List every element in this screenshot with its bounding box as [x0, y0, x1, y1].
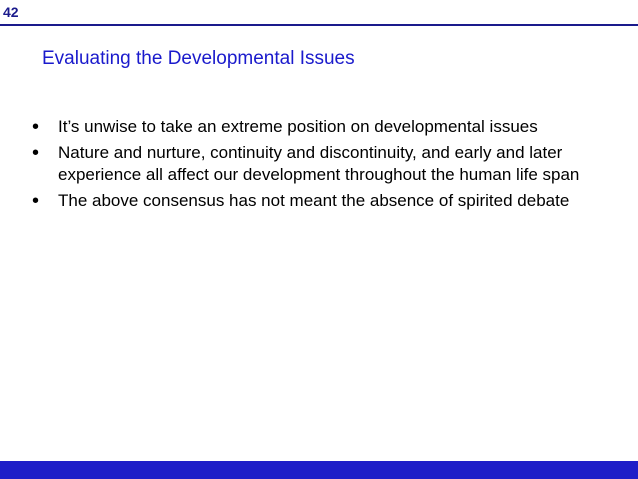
bullet-icon: •: [32, 190, 40, 212]
bullet-icon: •: [32, 142, 40, 164]
bullet-item: [32, 190, 612, 212]
bullet-text: The above consensus has not meant the absence of spirited debate: [58, 191, 570, 210]
bullet-item: [32, 142, 612, 186]
footer-bar: [0, 461, 638, 479]
bullet-icon: •: [32, 116, 40, 138]
slide-title: Evaluating the Developmental Issues: [42, 48, 355, 69]
bullet-text: It’s unwise to take an extreme position on developmental issues: [58, 117, 538, 136]
header-rule: [0, 0, 638, 26]
bullet-text: Nature and nurture, continuity and discontinuity, and early and later experience all affect our development throughout the human life span: [58, 143, 580, 184]
bullet-list: [32, 116, 612, 216]
bullet-item: [32, 116, 612, 138]
slide-number: 42: [3, 4, 19, 20]
